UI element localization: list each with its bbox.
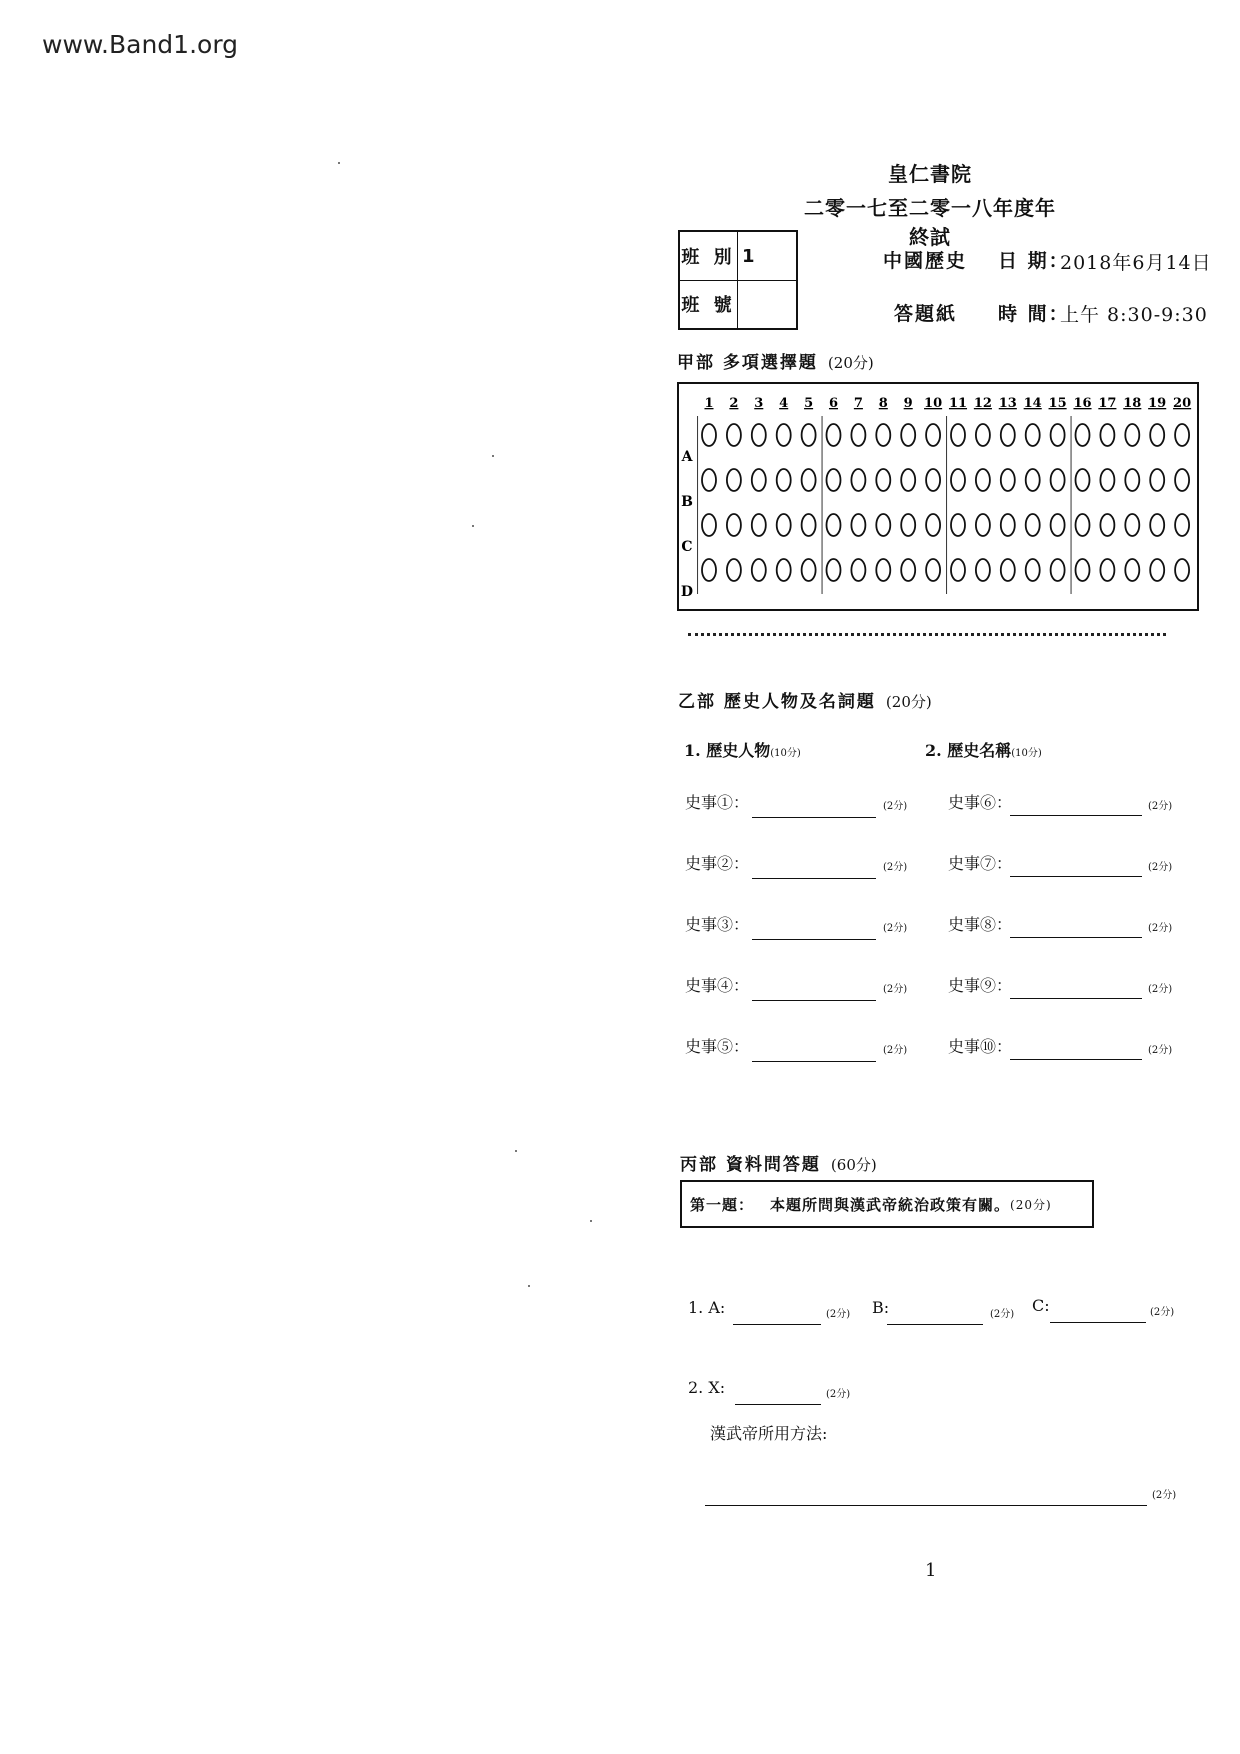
question-1-box [680,1180,1094,1228]
history-item-label: 史事②： [685,854,750,873]
history-item-label: 史事⑥： [948,793,1013,812]
mc-question-number: 17 [1098,396,1117,411]
history-item-answer-line[interactable] [752,939,876,940]
mc-question-number: 20 [1173,396,1192,411]
q1-c-marks: (2分) [1150,1307,1175,1318]
mc-bubble-1-a[interactable] [702,424,716,446]
subject: 中國歷史 [883,250,968,272]
scan-speck [338,162,340,164]
site-watermark: www.Band1.org [42,30,239,59]
paper-type: 答題紙 [894,303,958,325]
mc-bubble-12-b[interactable] [976,469,990,491]
class-label: 班 別 [680,232,738,280]
part2-title [925,738,1042,761]
mc-bubble-11-c[interactable] [951,514,965,536]
history-item-label: 史事⑨： [948,976,1013,995]
mc-bubble-19-d[interactable] [1150,559,1164,581]
mc-question-number: 6 [828,396,839,411]
mc-bubble-10-d[interactable] [926,559,940,581]
history-item-answer-line[interactable] [752,1000,876,1001]
section-a-title [677,348,874,373]
mc-bubble-9-a[interactable] [901,424,915,446]
mc-bubble-12-d[interactable] [976,559,990,581]
history-item-answer-line[interactable] [1010,876,1142,877]
mc-bubble-13-b[interactable] [1001,469,1015,491]
q1-c-label: C: [1032,1296,1050,1315]
section-b-marks: (20分) [885,693,932,711]
class-info-box [678,230,798,330]
mc-bubble-20-c[interactable] [1175,514,1189,536]
mc-bubble-9-c[interactable] [901,514,915,536]
mc-grid-svg [679,384,1197,609]
history-item-answer-line[interactable] [1010,937,1142,938]
mc-bubble-3-b[interactable] [752,469,766,491]
mc-bubble-1-d[interactable] [702,559,716,581]
history-item-label: 史事④： [685,976,750,995]
page-number: 1 [925,1560,937,1581]
history-item-marks: (2分) [883,923,908,934]
history-item-label: 史事⑤： [685,1037,750,1056]
scan-speck [492,455,494,457]
history-item-answer-line[interactable] [752,878,876,879]
mc-answer-grid [677,382,1199,611]
history-item-marks: (2分) [1148,801,1173,812]
mc-option-label: A [681,449,693,465]
mc-bubble-4-b[interactable] [777,469,791,491]
mc-bubble-4-a[interactable] [777,424,791,446]
part1-title-text: 1. 歷史人物 [684,741,771,760]
mc-bubble-3-d[interactable] [752,559,766,581]
history-item-marks: (2分) [883,984,908,995]
mc-bubble-6-b[interactable] [827,469,841,491]
mc-option-label: C [681,539,693,555]
mc-bubble-20-b[interactable] [1175,469,1189,491]
mc-bubble-12-a[interactable] [976,424,990,446]
history-item-answer-line[interactable] [1010,815,1142,816]
mc-bubble-18-a[interactable] [1125,424,1139,446]
q2-x-label: 2. X: [688,1378,726,1397]
mc-question-number: 5 [804,396,814,411]
mc-bubble-19-c[interactable] [1150,514,1164,536]
number-row [680,280,796,328]
mc-bubble-19-b[interactable] [1150,469,1164,491]
mc-bubble-17-b[interactable] [1100,469,1114,491]
mc-question-number: 4 [779,396,789,411]
mc-bubble-11-b[interactable] [951,469,965,491]
mc-bubble-2-d[interactable] [727,559,741,581]
mc-question-number: 16 [1073,396,1092,411]
scan-speck [528,1285,530,1287]
mc-bubble-2-c[interactable] [727,514,741,536]
mc-bubble-9-b[interactable] [901,469,915,491]
mc-bubble-20-a[interactable] [1175,424,1189,446]
mc-bubble-18-b[interactable] [1125,469,1139,491]
mc-bubble-10-b[interactable] [926,469,940,491]
mc-bubble-17-c[interactable] [1100,514,1114,536]
date-label: 日 期： [998,250,1070,272]
mc-bubble-17-d[interactable] [1100,559,1114,581]
mc-question-number: 12 [973,396,992,411]
mc-bubble-17-a[interactable] [1100,424,1114,446]
mc-bubble-10-a[interactable] [926,424,940,446]
mc-question-number: 15 [1048,396,1067,411]
mc-question-number: 1 [704,396,714,411]
mc-bubble-15-c[interactable] [1051,514,1065,536]
mc-bubble-13-d[interactable] [1001,559,1015,581]
section-c-marks: (60分) [830,1156,877,1174]
mc-bubble-3-c[interactable] [752,514,766,536]
section-a-title-text: 甲部 多項選擇題 [677,353,818,373]
history-item-marks: (2分) [883,1045,908,1056]
mc-bubble-13-c[interactable] [1001,514,1015,536]
part1-title [684,738,801,761]
mc-bubble-7-c[interactable] [851,514,865,536]
mc-bubble-1-c[interactable] [702,514,716,536]
section-c-title [680,1150,877,1175]
mc-bubble-14-b[interactable] [1026,469,1040,491]
q1-label: 第一題： [690,1195,755,1214]
mc-bubble-7-b[interactable] [851,469,865,491]
mc-bubble-8-c[interactable] [876,514,890,536]
history-item-label: 史事⑧： [948,915,1013,934]
q1-a-marks: (2分) [826,1309,851,1320]
mc-question-number: 11 [948,396,968,411]
mc-bubble-2-b[interactable] [727,469,741,491]
mc-bubble-18-c[interactable] [1125,514,1139,536]
part2-marks: (10分) [1011,748,1042,759]
q2-x-marks: (2分) [826,1389,851,1400]
mc-bubble-6-c[interactable] [827,514,841,536]
mc-bubble-1-b[interactable] [702,469,716,491]
mc-question-number: 14 [1023,396,1042,411]
mc-bubble-13-a[interactable] [1001,424,1015,446]
section-a-marks: (20分) [827,354,874,372]
mc-question-number: 18 [1123,396,1142,411]
history-item-label: 史事⑩： [948,1037,1013,1056]
part2-title-text: 2. 歷史名稱 [925,741,1012,760]
mc-bubble-14-a[interactable] [1026,424,1040,446]
history-item-marks: (2分) [883,801,908,812]
history-item-answer-line[interactable] [752,817,876,818]
class-row [680,232,796,281]
mc-bubble-19-a[interactable] [1150,424,1164,446]
mc-bubble-3-a[interactable] [752,424,766,446]
mc-question-number: 13 [998,396,1017,411]
mc-bubble-4-c[interactable] [777,514,791,536]
mc-bubble-14-c[interactable] [1026,514,1040,536]
q1-a-answer-line[interactable] [733,1324,821,1325]
q1-a-label: 1. A: [688,1298,726,1317]
history-item-answer-line[interactable] [752,1061,876,1062]
history-item-marks: (2分) [1148,984,1173,995]
section-divider [688,633,1166,636]
mc-option-label: B [681,494,693,510]
q1-b-answer-line[interactable] [887,1324,983,1325]
method-label: 漢武帝所用方法: [710,1424,828,1443]
mc-bubble-5-c[interactable] [802,514,816,536]
part1-marks: (10分) [770,748,801,759]
history-item-answer-line[interactable] [1010,998,1142,999]
school-name: 皇仁書院 [888,162,972,186]
mc-bubble-2-a[interactable] [727,424,741,446]
history-item-marks: (2分) [1148,862,1173,873]
mc-bubble-10-c[interactable] [926,514,940,536]
method-marks: (2分) [1152,1490,1177,1501]
history-item-label: 史事③： [685,915,750,934]
q2-x-answer-line[interactable] [735,1404,821,1405]
date-value: 2018年6月14日 [1060,252,1212,274]
history-item-marks: (2分) [883,862,908,873]
section-b-title [678,687,932,712]
mc-bubble-18-d[interactable] [1125,559,1139,581]
mc-bubble-16-d[interactable] [1076,559,1090,581]
history-item-label: 史事①： [685,793,750,812]
history-item-answer-line[interactable] [1010,1059,1142,1060]
q1-b-marks: (2分) [990,1309,1015,1320]
q1-text: 本題所問與漢武帝統治政策有關。 [770,1195,1011,1214]
exam-title: 二零一七至二零一八年度年終試 [804,196,1056,249]
mc-bubble-11-a[interactable] [951,424,965,446]
history-item-label: 史事⑦： [948,854,1013,873]
mc-bubble-6-d[interactable] [827,559,841,581]
section-b-title-text: 乙部 歷史人物及名詞題 [678,692,876,712]
mc-bubble-7-a[interactable] [851,424,865,446]
number-label: 班 號 [680,280,738,328]
section-c-title-text: 丙部 資料問答題 [680,1155,821,1175]
mc-bubble-16-a[interactable] [1076,424,1090,446]
mc-question-number: 8 [878,396,888,411]
scan-speck [472,525,474,527]
mc-bubble-11-d[interactable] [951,559,965,581]
mc-bubble-14-d[interactable] [1026,559,1040,581]
mc-bubble-12-c[interactable] [976,514,990,536]
q1-b-label: B: [872,1298,890,1317]
mc-question-number: 19 [1148,396,1167,411]
mc-bubble-8-b[interactable] [876,469,890,491]
mc-bubble-7-d[interactable] [851,559,865,581]
mc-bubble-5-b[interactable] [802,469,816,491]
mc-question-number: 9 [903,396,913,411]
time-value: 上午 8:30-9:30 [1060,304,1208,326]
history-item-marks: (2分) [1148,923,1173,934]
history-item-marks: (2分) [1148,1045,1173,1056]
mc-question-number: 7 [853,396,863,411]
scan-speck [515,1150,517,1152]
mc-bubble-6-a[interactable] [827,424,841,446]
mc-bubble-15-a[interactable] [1051,424,1065,446]
q1-marks: (20分) [1010,1197,1052,1212]
mc-bubble-8-a[interactable] [876,424,890,446]
mc-bubble-15-d[interactable] [1051,559,1065,581]
class-value[interactable]: 1 [742,245,755,267]
mc-question-number: 10 [924,396,943,411]
scan-speck [590,1220,592,1222]
mc-bubble-8-d[interactable] [876,559,890,581]
q1-c-answer-line[interactable] [1050,1322,1146,1323]
mc-bubble-5-a[interactable] [802,424,816,446]
method-answer-line[interactable] [705,1505,1147,1506]
mc-bubble-5-d[interactable] [802,559,816,581]
mc-bubble-9-d[interactable] [901,559,915,581]
time-label: 時 間： [998,303,1070,325]
mc-bubble-15-b[interactable] [1051,469,1065,491]
mc-question-number: 2 [729,396,739,411]
mc-bubble-20-d[interactable] [1175,559,1189,581]
mc-option-label: D [680,584,694,600]
mc-bubble-16-c[interactable] [1076,514,1090,536]
mc-bubble-16-b[interactable] [1076,469,1090,491]
mc-bubble-4-d[interactable] [777,559,791,581]
mc-question-number: 3 [754,396,764,411]
